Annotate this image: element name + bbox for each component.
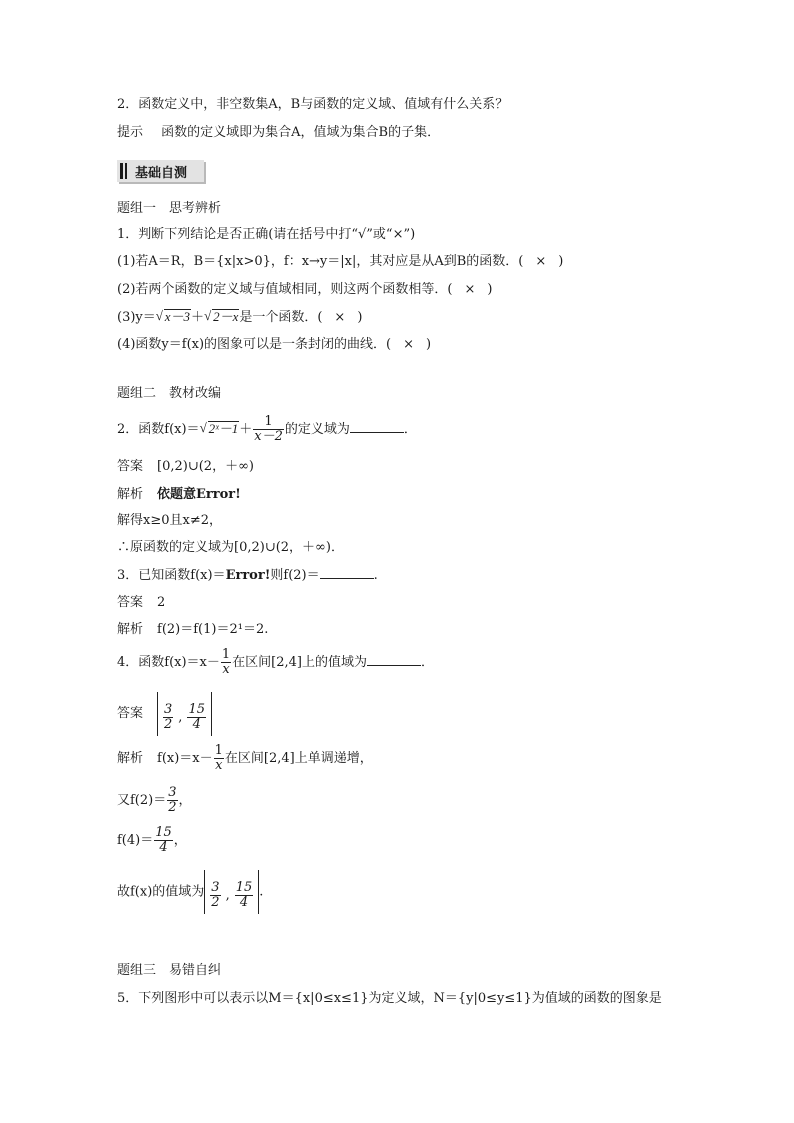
fraction [214, 744, 224, 773]
sqrt-radicand: 2－x [213, 309, 239, 324]
numerator: 3 [164, 702, 173, 717]
q3-post: 则f(2)＝ [270, 568, 320, 583]
group-3-title: 题组三 易错自纠 [117, 963, 222, 978]
answer-label: 答案 [117, 459, 144, 474]
q4-post: 在区间[2,4]上的值域为 [232, 655, 367, 670]
item-mid: ＋ [191, 310, 205, 325]
fraction [253, 415, 284, 444]
fraction [163, 703, 173, 732]
group-2-title: 题组二 教材改编 [117, 386, 222, 401]
numerator: 15 [188, 702, 205, 717]
q4-jx-pre: f(x)＝x－ [157, 751, 213, 766]
analysis-text: f(2)＝f(1)＝2¹＝2. [157, 622, 269, 637]
conclusion-line: ∴原函数的定义域为[0,2)∪(2，＋∞)． [117, 540, 344, 555]
numerator: 3 [168, 785, 177, 800]
denominator: 4 [192, 717, 201, 732]
denominator: 2 [164, 717, 173, 732]
fraction [167, 786, 177, 815]
numerator: 1 [214, 743, 223, 758]
fraction [210, 881, 220, 910]
question-1: 1．判断下列结论是否正确(请在括号中打“√”或“×”) [117, 227, 416, 242]
answer-blank [350, 420, 404, 433]
close-paren: ) [426, 337, 432, 352]
question-2 [117, 414, 417, 445]
denominator: 2 [168, 800, 177, 815]
f4-label: f(4)＝ [117, 833, 154, 848]
numerator: 1 [253, 415, 284, 430]
answer-mark: × [403, 337, 415, 352]
interval-bracket [157, 692, 212, 736]
hint-label: 提示 [117, 125, 144, 140]
analysis-text: 依题意Error! [157, 487, 241, 502]
item-text: (2)若两个函数的定义域与值域相同，则这两个函数相等．( [117, 282, 453, 297]
answer-blank [367, 653, 421, 666]
answer-value: [0,2)∪(2，＋∞) [157, 459, 254, 474]
q2-plus: ＋ [239, 422, 253, 437]
fraction [235, 881, 254, 910]
answer-line [117, 692, 212, 736]
section-title: 基础自测 [135, 165, 188, 181]
denominator: x [215, 758, 223, 773]
period: . [259, 884, 264, 900]
denominator: 4 [159, 840, 168, 855]
close-paren: ) [357, 310, 363, 325]
answer-mark: × [535, 254, 547, 269]
solve-line: 解得x≥0且x≠2， [117, 513, 222, 528]
item-1 [117, 253, 563, 271]
denominator: x [222, 662, 230, 677]
numerator: 1 [221, 647, 231, 662]
item-post: 是一个函数．( [239, 310, 323, 325]
denominator: x－2 [254, 429, 283, 444]
item-pre: (3)y＝ [117, 310, 156, 325]
q2-end: ． [403, 422, 417, 437]
analysis-label: 解析 [117, 622, 144, 637]
f4-line [117, 826, 187, 856]
denominator: 2 [211, 895, 220, 910]
numerator: 15 [155, 825, 172, 840]
section-banner [117, 160, 204, 182]
question-2-intro: 2．函数定义中，非空数集A，B与函数的定义域、值域有什么关系？ [117, 97, 509, 112]
q2-post: 的定义域为 [284, 422, 350, 437]
sqrt-radicand: x－3 [164, 309, 191, 324]
denominator: 4 [239, 895, 249, 910]
banner-bar-icon [120, 163, 123, 179]
comma: ， [173, 833, 187, 848]
comma: ， [178, 793, 192, 808]
analysis-label: 解析 [117, 751, 144, 766]
answer-line [117, 594, 165, 612]
range-conclusion [117, 870, 263, 914]
numerator: 3 [211, 880, 220, 895]
answer-label: 答案 [117, 595, 144, 610]
conclusion-text: 故f(x)的值域为 [117, 884, 205, 900]
answer-label: 答案 [117, 706, 144, 722]
sqrt-expr [200, 414, 240, 444]
question-5: 5．下列图形中可以表示以M＝{x|0≤x≤1}为定义域，N＝{y|0≤y≤1}为值域的函数的图象是 [117, 991, 662, 1006]
sqrt-expr [204, 308, 239, 326]
q2-pre: 2．函数f(x)＝ [117, 422, 200, 437]
close-paren: ) [487, 282, 493, 297]
item-text: (1)若A＝R，B＝{x|x>0}，f：x→y＝|x|，其对应是从A到B的函数．( [117, 254, 524, 269]
answer-mark: × [464, 282, 476, 297]
analysis-line [117, 621, 268, 639]
fraction [221, 648, 231, 677]
f2-label: 又f(2)＝ [117, 793, 167, 808]
item-2 [117, 281, 492, 299]
question-3 [117, 566, 378, 585]
analysis-label: 解析 [117, 487, 144, 502]
analysis-line [117, 744, 373, 774]
q3-error: Error! [225, 568, 271, 583]
fraction [154, 826, 173, 855]
numerator: 15 [235, 880, 253, 895]
q4-jx-post: 在区间[2,4]上单调递增， [224, 751, 373, 766]
banner-bar-icon [125, 163, 127, 179]
f2-line [117, 786, 192, 816]
hint-line [117, 124, 440, 142]
group-1-title: 题组一 思考辨析 [117, 201, 222, 216]
q3-pre: 3．已知函数f(x)＝ [117, 568, 226, 583]
sqrt-radicand: 2ˣ－1 [208, 421, 239, 436]
answer-line [117, 458, 254, 476]
item-text: (4)函数y＝f(x)的图象可以是一条封闭的曲线．( [117, 337, 392, 352]
interval-sep: , [225, 887, 230, 903]
answer-value: 2 [157, 595, 166, 610]
item-3 [117, 308, 362, 327]
q4-pre: 4．函数f(x)＝x－ [117, 655, 220, 670]
answer-blank [320, 566, 374, 579]
close-paren: ) [558, 254, 564, 269]
analysis-line [117, 486, 241, 504]
sqrt-expr [156, 308, 191, 326]
q4-end: ． [421, 655, 435, 670]
item-4 [117, 336, 431, 354]
q3-end: . [373, 568, 378, 583]
fraction [187, 703, 206, 732]
answer-mark: × [334, 310, 346, 325]
hint-text: 函数的定义域即为集合A，值域为集合B的子集． [161, 125, 441, 140]
interval-sep: , [178, 709, 183, 725]
interval-bracket [204, 870, 259, 914]
question-4 [117, 648, 434, 678]
